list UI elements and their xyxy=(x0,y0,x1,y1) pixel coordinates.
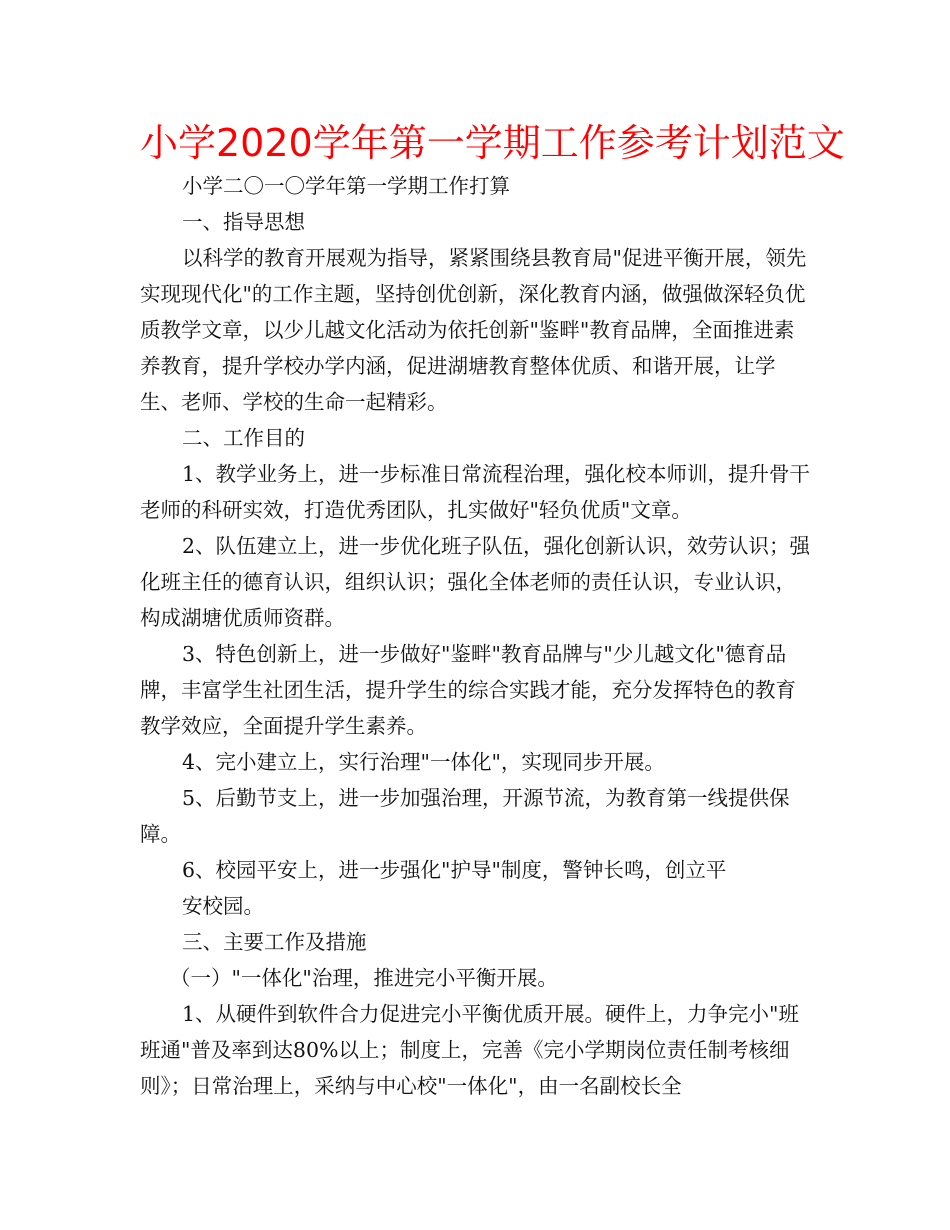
subsection-heading-integration: （一）"一体化"治理，推进完小平衡开展。 xyxy=(170,966,558,990)
document-title: 小学2020学年第一学期工作参考计划范文 xyxy=(140,121,845,165)
paragraph-goal-4: 4、完小建立上，实行治理"一体化"，实现同步开展。 xyxy=(182,750,665,774)
section-heading-main-work: 三、主要工作及措施 xyxy=(182,930,367,954)
paragraph-measure-1: 1、从硬件到软件合力促进完小平衡优质开展。硬件上，力争完小"班班通"普及率到达80%以上；制度上，完善《完小学期岗位责任制考核细则》；日常治理上，采纳与中心校"一体化"，由一名副校长全 xyxy=(140,1002,799,1098)
section-heading-work-goals: 二、工作目的 xyxy=(182,426,305,450)
document-body xyxy=(140,168,812,1104)
section-heading-guiding-thought: 一、指导思想 xyxy=(182,210,305,234)
paragraph-goal-6: 6、校园平安上，进一步强化"护导"制度，警钟长鸣，创立平 xyxy=(182,858,727,882)
paragraph-goal-6-continued: 安校园。 xyxy=(182,894,264,918)
paragraph-plan-heading: 小学二〇一〇学年第一学期工作打算 xyxy=(182,174,510,198)
paragraph-guiding-thought: 以科学的教育开展观为指导，紧紧围绕县教育局"促进平衡开展，领先实现现代化"的工作主题，坚持创优创新，深化教育内涵，做强做深轻负优质教学文章，以少儿越文化活动为依托创新"鉴畔"教育品牌，全面推进素养教育，提升学校办学内涵，促进湖塘教育整体优质、和谐开展，让学生、老师、学校的生命一起精彩。 xyxy=(140,246,807,414)
paragraph-goal-1: 1、教学业务上，进一步标准日常流程治理，强化校本师训，提升骨干老师的科研实效，打造优秀团队，扎实做好"轻负优质"文章。 xyxy=(140,462,811,522)
paragraph-goal-5: 5、后勤节支上，进一步加强治理，开源节流，为教育第一线提供保障。 xyxy=(140,786,790,846)
paragraph-goal-2: 2、队伍建立上，进一步优化班子队伍，强化创新认识，效劳认识；强化班主任的德育认识，组织认识；强化全体老师的责任认识，专业认识，构成湖塘优质师资群。 xyxy=(140,534,811,630)
paragraph-goal-3: 3、特色创新上，进一步做好"鉴畔"教育品牌与"少儿越文化"德育品牌，丰富学生社团生活，提升学生的综合实践才能，充分发挥特色的教育教学效应，全面提升学生素养。 xyxy=(140,642,796,738)
